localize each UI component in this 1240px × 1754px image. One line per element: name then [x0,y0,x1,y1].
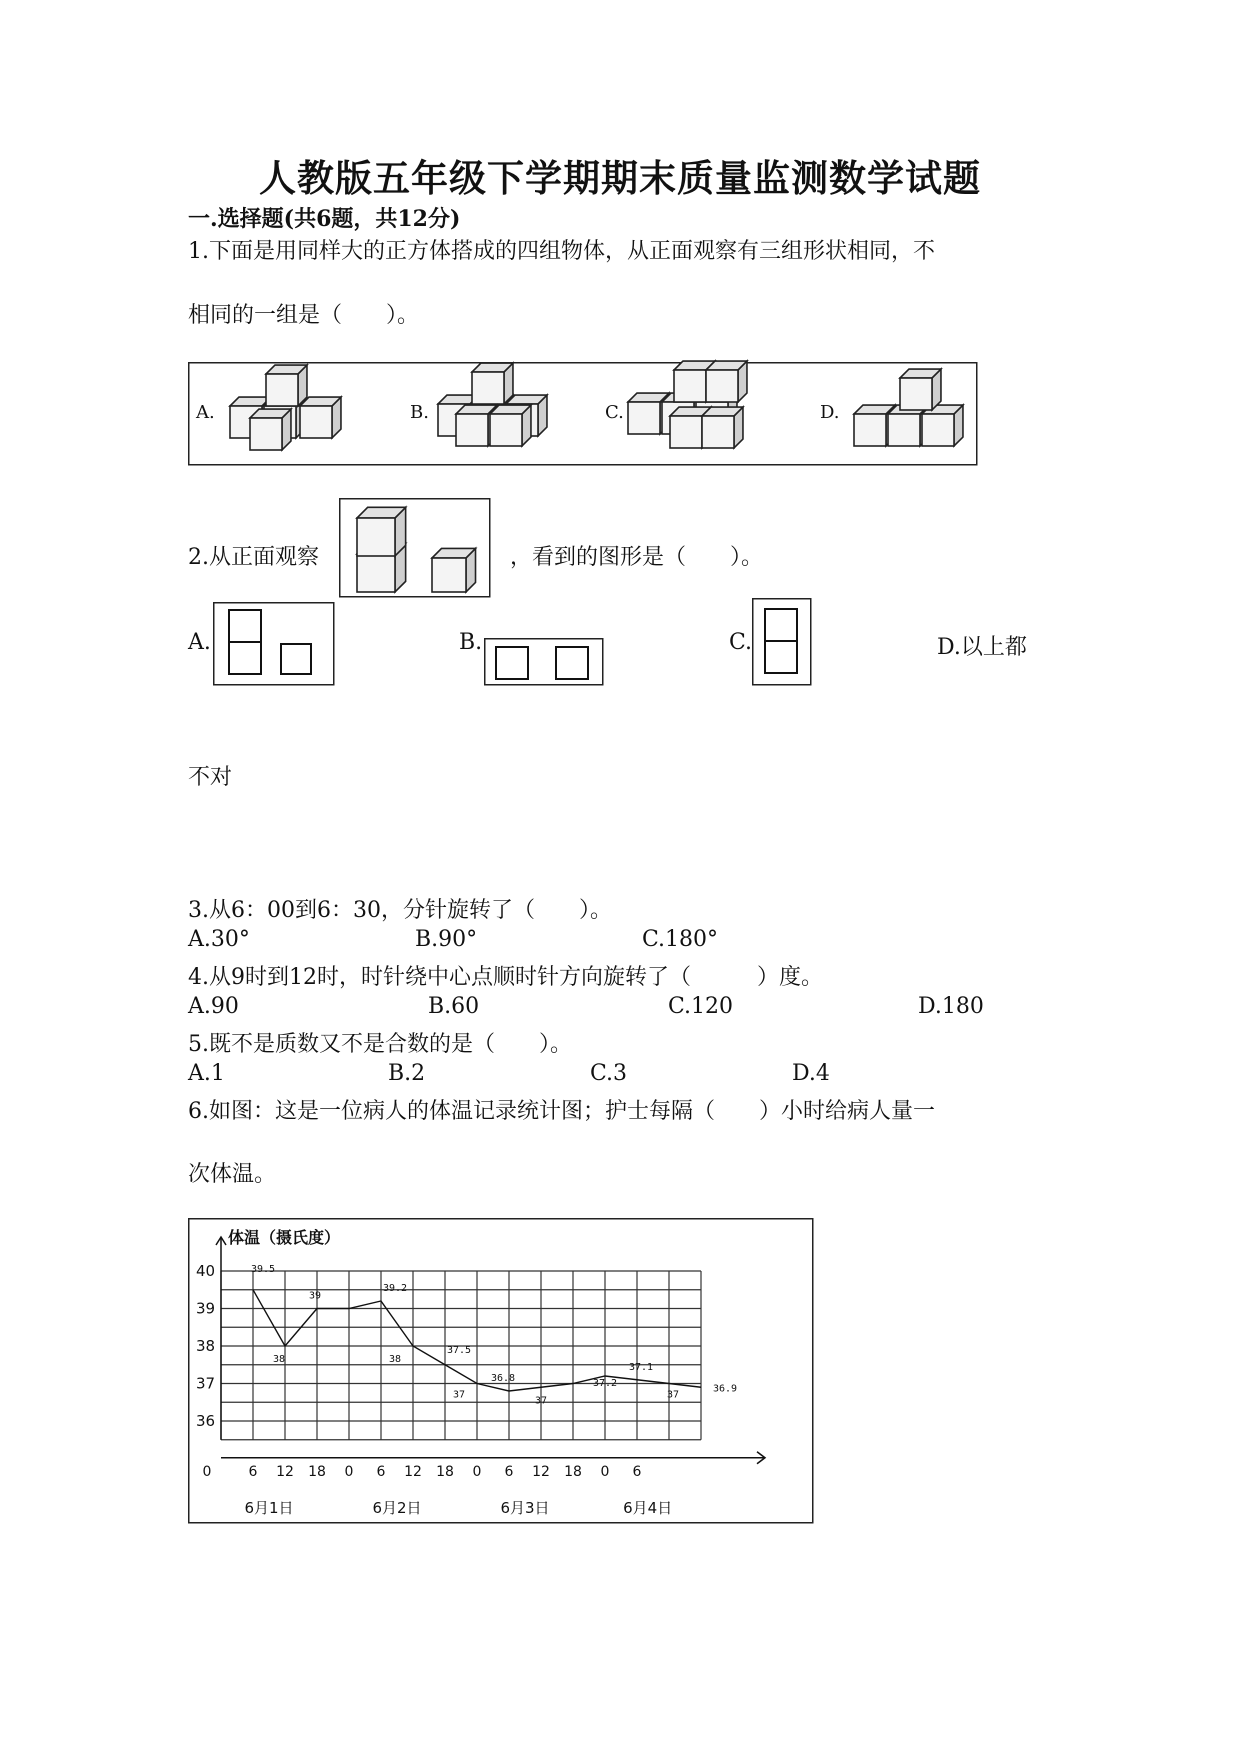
q1-option-c-cubes [628,361,747,448]
chart-data-label: 39 [308,1290,322,1302]
q4-option-a: A.90 [188,994,239,1019]
chart-data-label: 37 [666,1389,680,1401]
q5-option-a: A.1 [188,1061,225,1086]
chart-date-label: 6月3日 [500,1498,550,1517]
chart-y-tick-label: 39 [196,1299,216,1318]
chart-x-tick-label: 6 [504,1463,514,1480]
q4-text: 4.从9时到12时，时针绕中心点顺时针方向旋转了（ ）度。 [188,965,823,990]
chart-x-tick-label: 12 [404,1463,422,1480]
q6-text-line2: 次体温。 [188,1162,277,1187]
chart-data-label: 36.8 [490,1373,516,1384]
chart-y-tick-label: 40 [196,1262,216,1280]
chart-date-label: 6月4日 [623,1498,673,1517]
q4-option-b: B.60 [428,994,480,1019]
chart-data-label: 38 [388,1354,402,1365]
q5-option-c: C.3 [590,1061,628,1086]
chart-x-tick-label: 18 [308,1463,326,1480]
chart-y-tick-label: 37 [196,1374,216,1393]
chart-data-label: 39.2 [382,1283,408,1294]
q2-text-prefix: 2.从正面观察 [188,545,319,570]
chart-x-tick-label: 18 [564,1463,582,1480]
q2-option-c-label: C. [729,630,753,655]
chart-data-label: 37 [452,1389,466,1401]
chart-data-label: 37.5 [446,1344,472,1356]
q1-option-d-label: D. [820,402,840,423]
chart-data-label: 37.1 [628,1361,654,1373]
q3-text: 3.从6：00到6：30，分针旋转了（ ）。 [188,898,612,923]
q1-option-a-cubes [230,365,341,450]
q1-option-b-cubes [438,363,547,446]
chart-x-tick-label: 6 [632,1463,642,1480]
chart-data-label: 37.2 [592,1378,618,1389]
q1-option-d-cubes [854,369,963,446]
chart-x-tick-label: 0 [472,1463,482,1480]
q1-figure-box [188,362,978,466]
q5-option-d: D.4 [792,1061,830,1086]
q6-text-line1: 6.如图：这是一位病人的体温记录统计图；护士每隔（ ）小时给病人量一 [188,1099,935,1124]
chart-y-tick-label: 38 [196,1337,216,1355]
q2-object-figure [339,498,491,598]
q2-option-b-label: B. [459,630,483,655]
q1-option-a-label: A. [196,402,215,423]
q5-option-b: B.2 [388,1061,426,1086]
chart-data-label: 36.9 [712,1383,738,1395]
q2-option-b-figure [484,638,604,686]
chart-data-label: 39.5 [250,1263,276,1275]
q1-text-line1: 1.下面是用同样大的正方体搭成的四组物体，从正面观察有三组形状相同，不 [188,239,935,264]
q2-text-suffix: ，看到的图形是（ ）。 [510,545,764,570]
q1-option-b-label: B. [410,402,429,423]
q2-option-a-figure [213,602,335,686]
chart-x-tick-label: 6 [248,1463,258,1480]
section-heading: 一.选择题(共6题，共12分) [188,206,461,232]
q1-option-c-label: C. [605,402,624,423]
q3-option-b: B.90° [415,927,478,952]
chart-x-tick-label: 18 [436,1463,454,1480]
q1-text-line2: 相同的一组是（ ）。 [188,303,420,328]
q4-option-d: D.180 [918,994,984,1019]
chart-x-tick-label: 6 [376,1463,386,1480]
q3-option-c: C.180° [642,927,719,952]
chart-y-axis-label: 体温（摄氏度） [228,1228,341,1247]
chart-date-label: 6月2日 [372,1498,422,1517]
q5-text: 5.既不是质数又不是合数的是（ ）。 [188,1032,572,1057]
chart-x-tick-label: 0 [600,1463,610,1480]
q2-option-c-figure [752,598,812,686]
q3-option-a: A.30° [188,927,250,952]
chart-y-tick-label: 36 [196,1412,216,1430]
chart-data-label: 38 [272,1354,286,1365]
chart-x-tick-label: 0 [202,1463,212,1480]
chart-date-label: 6月1日 [244,1498,294,1517]
chart-x-tick-label: 12 [276,1463,294,1480]
chart-data-label: 37 [534,1395,548,1407]
chart-x-tick-label: 0 [344,1463,354,1480]
q2-option-d-continuation: 不对 [188,765,233,790]
page-title: 人教版五年级下学期期末质量监测数学试题 [259,156,981,200]
chart-x-tick-label: 12 [532,1463,550,1480]
q4-option-c: C.120 [668,994,734,1019]
q2-option-d-label: D.以上都 [937,635,1027,660]
temperature-chart [188,1218,814,1524]
q2-option-a-label: A. [188,630,211,655]
